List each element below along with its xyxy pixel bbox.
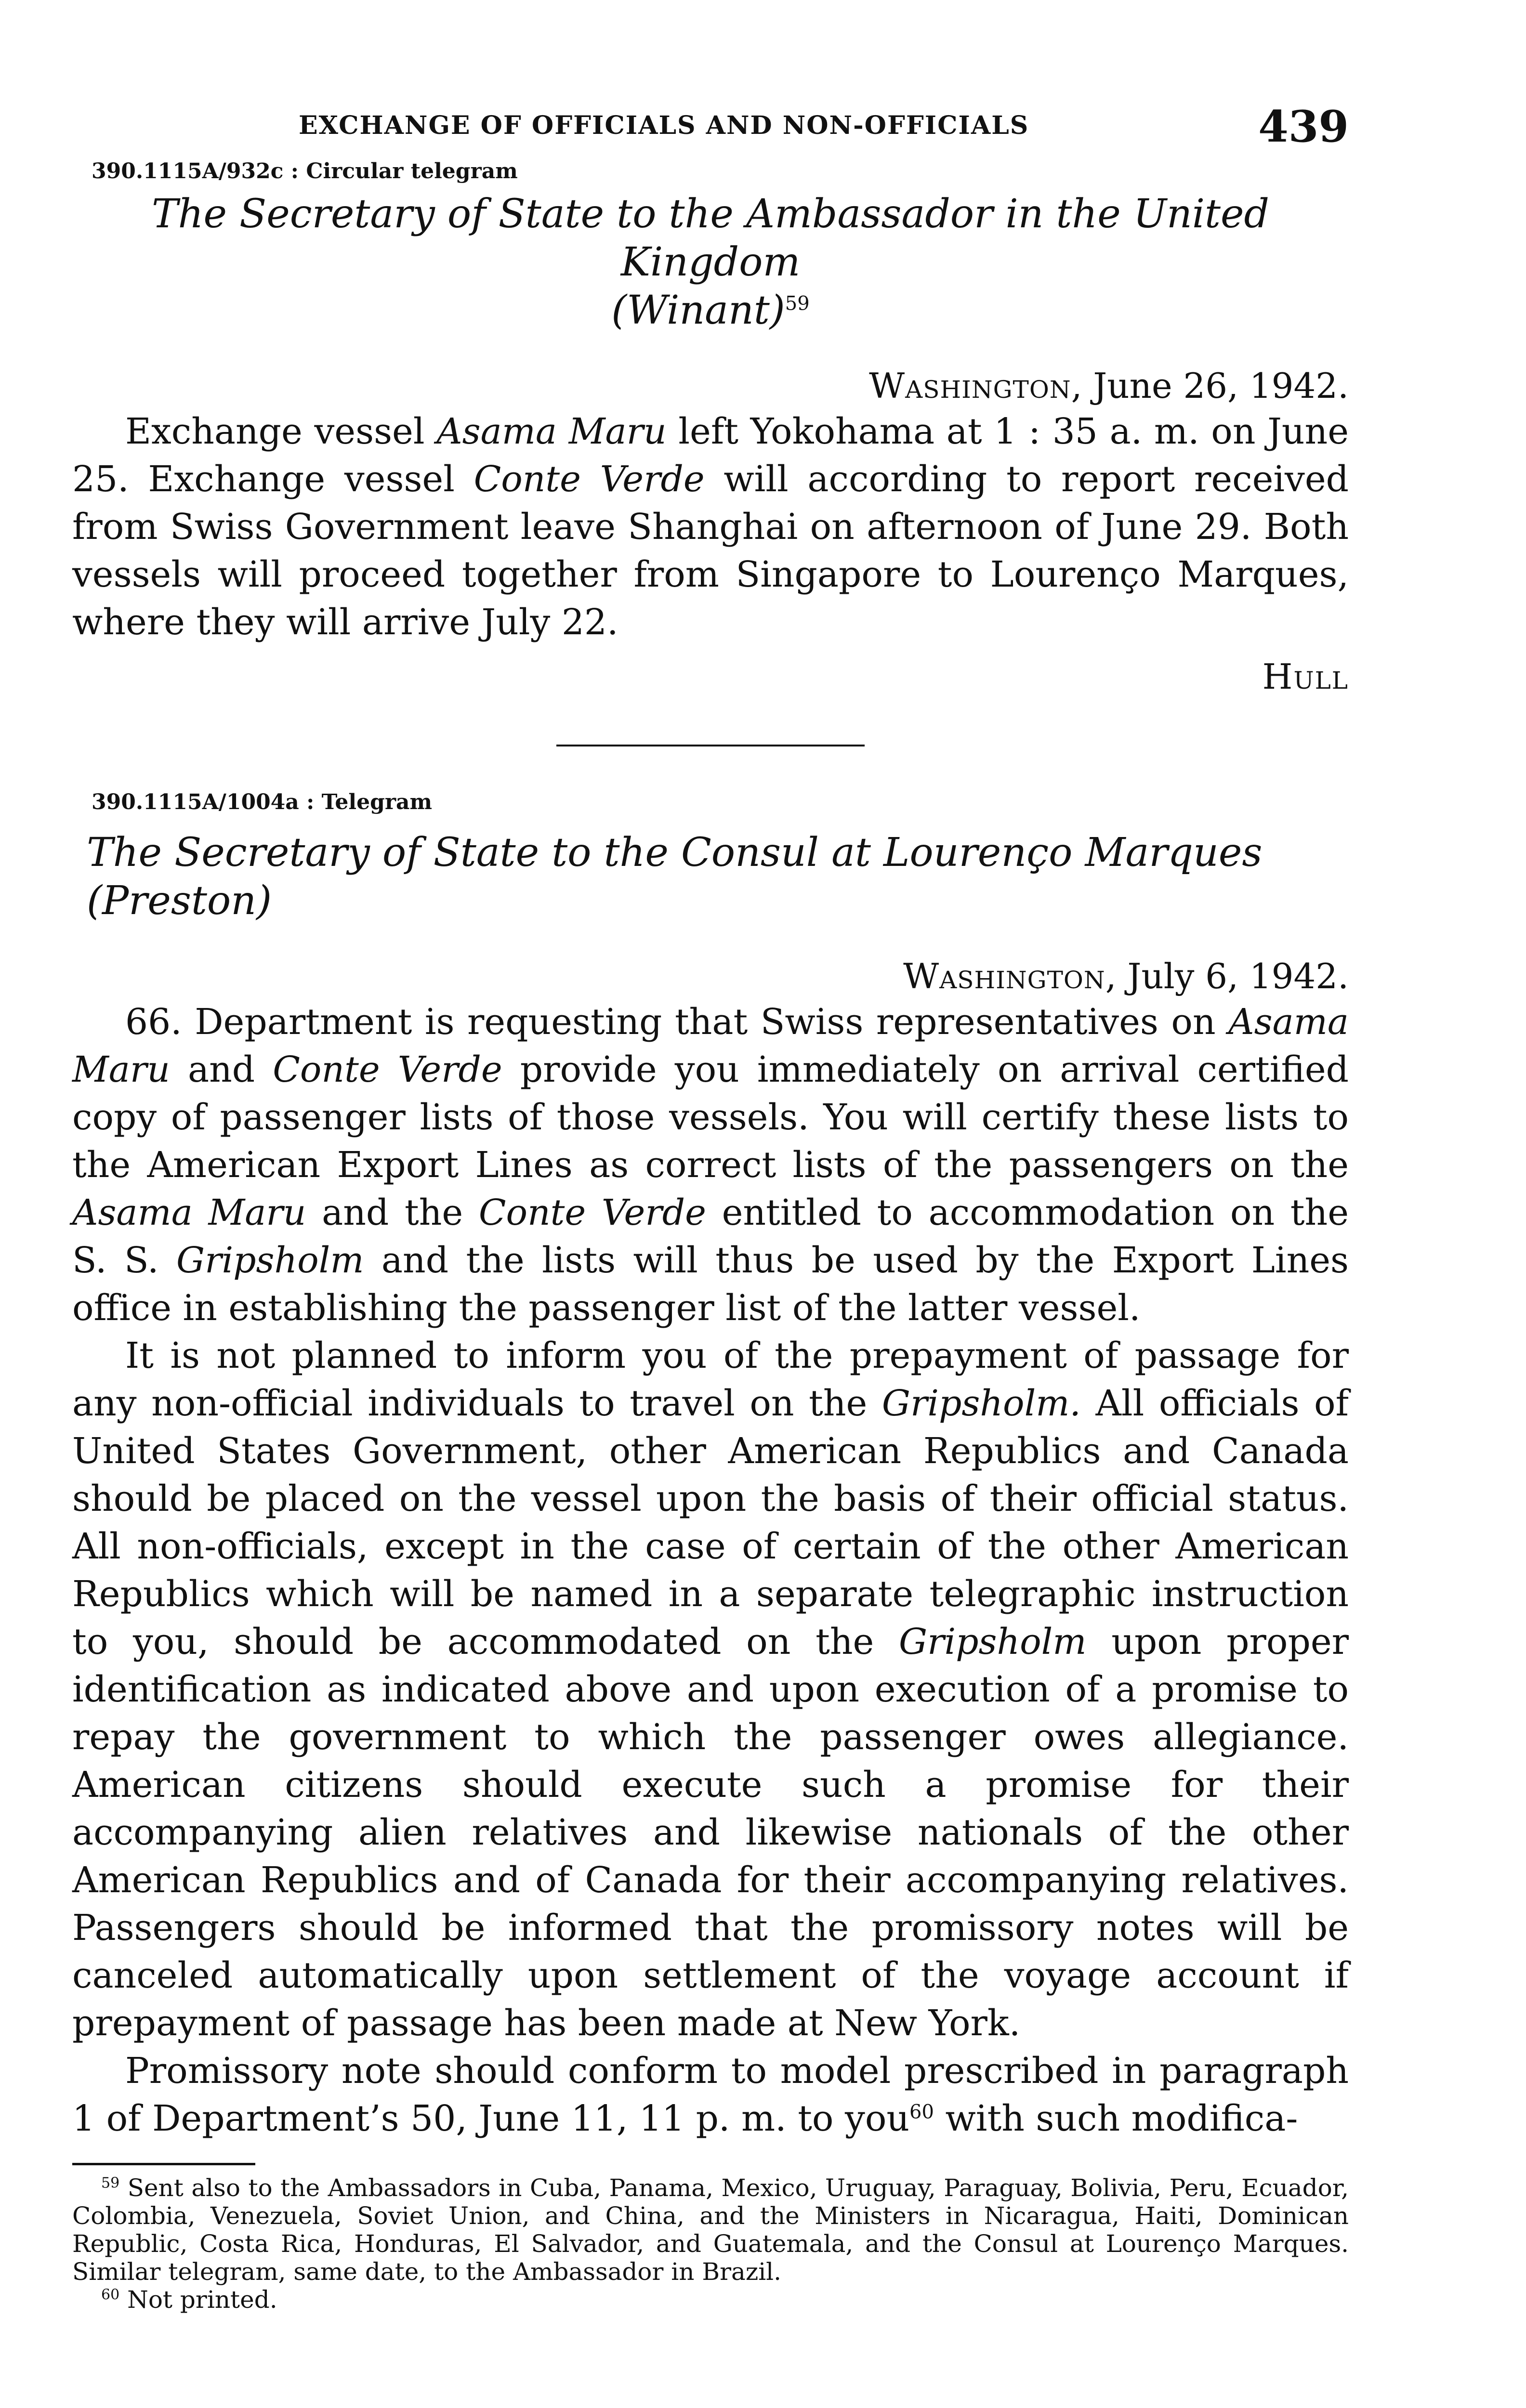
footnote-mark: 59 (101, 2174, 120, 2192)
footnotes (72, 2174, 1349, 2314)
dateline (72, 364, 1349, 408)
text-run: and the lists will thus be used by the Export Lines office in establishing the passenger list of the latter vessel. (72, 1240, 1349, 1329)
document-heading: The Secretary of State to the Consul at Lourenço Marques (Preston) (87, 830, 1263, 924)
text-run: provide you immediately on arrival certified copy of passenger lists of those vessels. You will certify these lists to the American Export Lines as correct lists of the passengers on the (72, 1049, 1349, 1186)
footnote-mark: 60 (101, 2286, 120, 2303)
body-paragraph (72, 998, 1349, 1332)
dateline-date: , July 6, 1942. (1105, 956, 1349, 996)
ship-name: Conte Verde (273, 1049, 502, 1090)
dateline-place: Washington (869, 366, 1071, 406)
text-run: It is not planned to inform you of the prepayment of passage for any non-official individuals to travel on the (72, 1335, 1349, 1424)
file-reference: 390.1115A/1004a : Telegram (92, 790, 433, 814)
ship-name: Gripsholm (898, 1621, 1087, 1662)
footnote-text: Sent also to the Ambassadors in Cuba, Panama, Mexico, Uruguay, Paraguay, Bolivia, Peru, Ecuador, Colombia, Venezuela, Soviet Union, and China, and the Ministers in Nicaragua, Haiti, Dominican Republic, Costa Rica, Honduras, El Salvador, and Guatemala, and the Consul at Lourenço Marques. Similar telegram, same date, to the Ambassador in Brazil. (72, 2174, 1349, 2286)
heading-line (72, 287, 1349, 335)
signature: Hull (1262, 656, 1349, 697)
text-run: and (170, 1049, 273, 1090)
dateline (72, 954, 1349, 998)
body-paragraph (72, 1332, 1349, 2047)
ship-name: Asama Maru (72, 1192, 306, 1233)
body-paragraph (72, 2047, 1349, 2143)
text-run: will according to report received from Swiss Government leave Shanghai on afternoon of June 29. Both vessels will proceed together from Singapore to Lourenço Marques, where they will arrive July 22. (72, 458, 1349, 643)
text-run: upon proper identification as indicated above and upon execution of a promise to repay the government to which the passenger owes allegiance. American citizens should execute such a promise for their accompanying alien relatives and likewise nationals of the other American Republics and of Canada for their accompanying relatives. Passengers should be informed that the promissory notes will be canceled automatically upon settlement of the voyage account if prepayment of passage has been made at New York. (72, 1621, 1349, 2044)
ship-name: Asama Maru (72, 1001, 1349, 1090)
ship-name: Gripsholm (176, 1240, 364, 1281)
text-run: Exchange vessel (125, 411, 437, 452)
text-run: entitled to accommodation on the S. S. (72, 1192, 1349, 1281)
dateline-date: , June 26, 1942. (1071, 366, 1349, 406)
section-separator (556, 745, 865, 746)
document-page (72, 101, 1349, 2314)
ship-name: Conte Verde (478, 1192, 706, 1233)
document-heading (72, 190, 1349, 335)
text-run: Promissory note should conform to model prescribed in paragraph 1 of Department’s 50, June 11, 11 p. m. to you (72, 2050, 1349, 2139)
page-number: 439 (1258, 101, 1349, 152)
text-run: and the (306, 1192, 479, 1233)
body-paragraph (72, 408, 1349, 646)
heading-line: The Secretary of State to the Ambassador in the United Kingdom (151, 191, 1270, 285)
text-run: 66. Department is requesting that Swiss representatives on (125, 1001, 1229, 1043)
text-run: with such modifica- (934, 2098, 1298, 2139)
footnote-reference: 60 (909, 2101, 934, 2123)
ship-name: Conte Verde (474, 458, 705, 500)
heading-recipient: (Winant) (611, 288, 785, 333)
text-run: left Yokohama at 1 : 35 a. m. on June 25. Exchange vessel (72, 411, 1349, 500)
text-run: All officials of United States Government, other American Republics and Canada should be placed on the vessel upon the basis of their official status. All non-officials, except in the case of certain of the other American Republics which will be named in a separate telegraphic instruction to you, should be accommodated on the (72, 1383, 1349, 1662)
running-title: EXCHANGE OF OFFICIALS AND NON-OFFICIALS (299, 111, 1029, 140)
footnote-rule (72, 2163, 255, 2165)
ship-name: Asama Maru (436, 411, 667, 452)
file-reference: 390.1115A/932c : Circular telegram (92, 159, 518, 183)
footnote (72, 2174, 1349, 2286)
footnote (72, 2286, 1349, 2314)
footnote-text: Not printed. (119, 2286, 277, 2314)
dateline-place: Washington (903, 956, 1105, 996)
footnote-reference: 59 (785, 292, 810, 315)
ship-name: Gripsholm. (881, 1383, 1081, 1424)
running-header (72, 101, 1349, 154)
